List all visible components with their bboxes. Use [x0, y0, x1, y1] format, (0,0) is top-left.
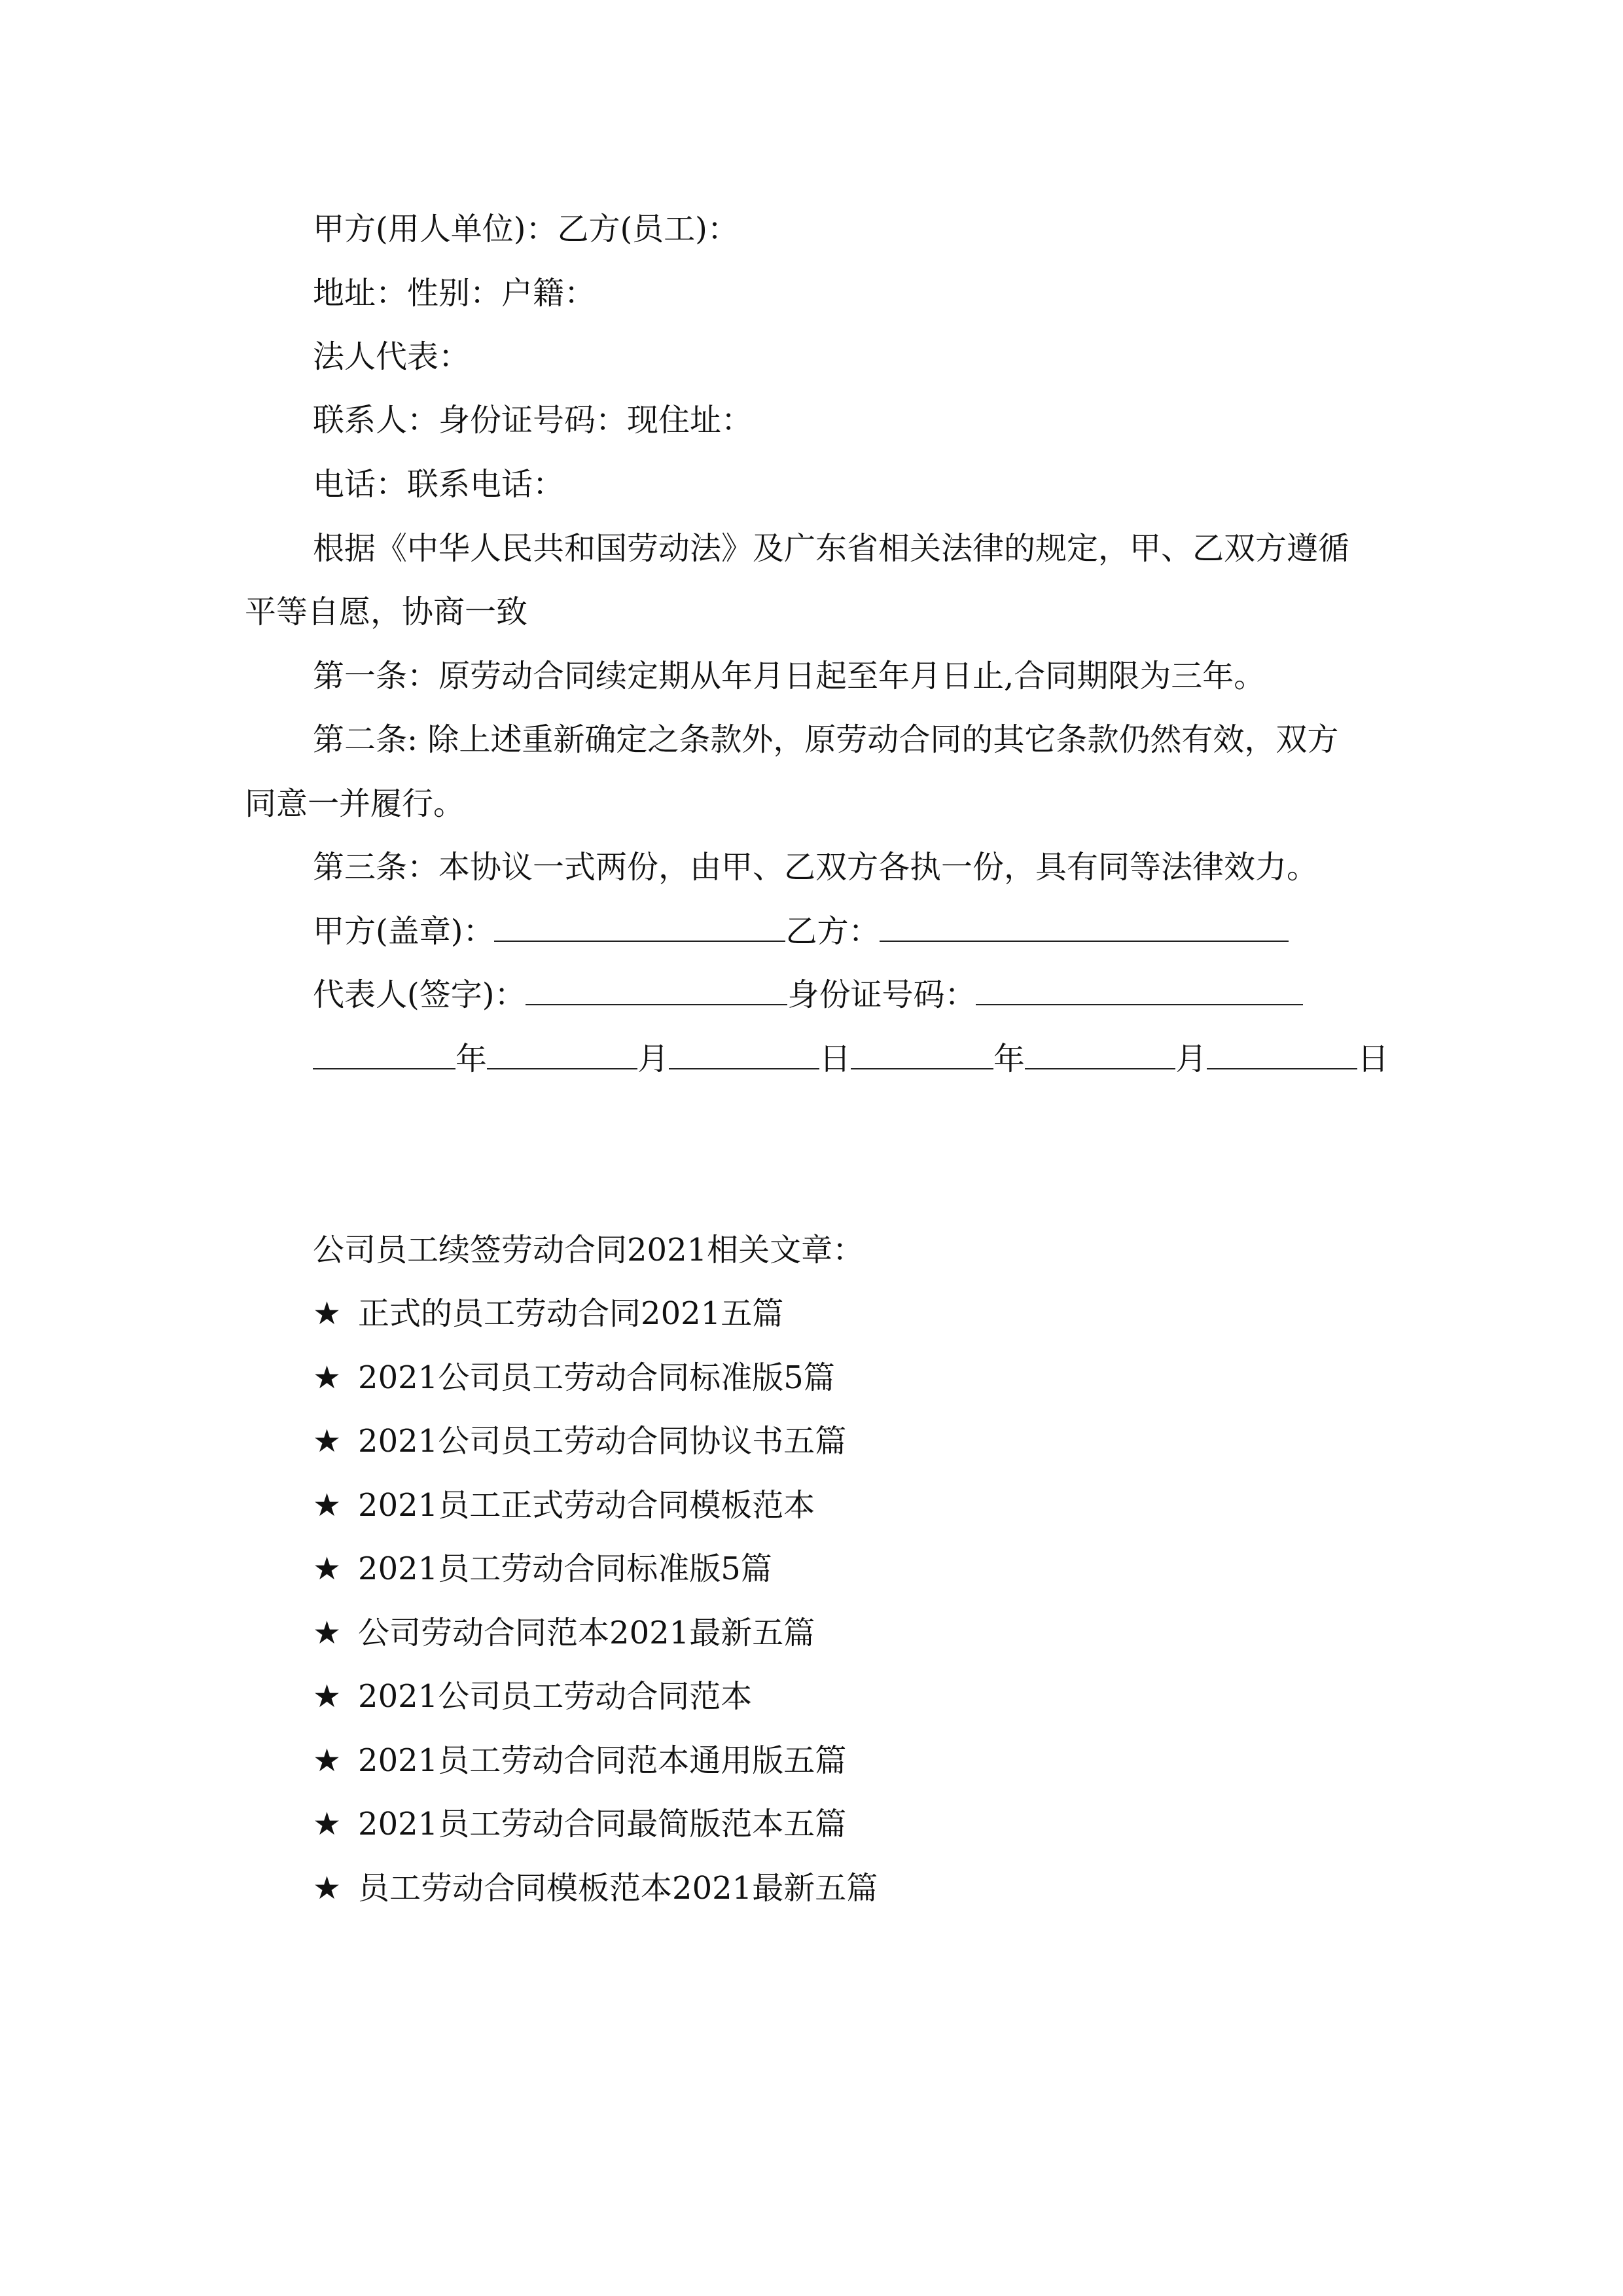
- star-icon: ★: [313, 1295, 342, 1332]
- id-number-blank[interactable]: [976, 975, 1303, 1005]
- related-article-link[interactable]: [313, 1869, 878, 1908]
- date-day-label-b: 日: [1357, 1041, 1389, 1077]
- related-article-title[interactable]: 员工劳动合同模板范本2021最新五篇: [358, 1870, 878, 1907]
- related-article-title[interactable]: 2021公司员工劳动合同范本: [358, 1678, 753, 1715]
- related-article-title[interactable]: 2021员工劳动合同标准版5篇: [358, 1551, 772, 1587]
- star-icon: ★: [313, 1359, 342, 1396]
- related-article-title[interactable]: 2021员工劳动合同范本通用版五篇: [358, 1742, 847, 1779]
- id-number-label: 身份证号码：: [787, 977, 976, 1013]
- related-article-title[interactable]: 正式的员工劳动合同2021五篇: [358, 1295, 784, 1332]
- related-article-link[interactable]: [313, 1422, 846, 1461]
- signature-row-party: [313, 912, 1289, 951]
- date-row: [313, 1039, 1389, 1079]
- date-year-label-a: 年: [455, 1041, 488, 1077]
- date-year-blank-a[interactable]: [313, 1039, 455, 1069]
- related-article-link[interactable]: [313, 1358, 835, 1397]
- related-article-link[interactable]: [313, 1804, 846, 1844]
- related-article-title[interactable]: 2021员工正式劳动合同模板范本: [358, 1487, 815, 1524]
- related-article-link[interactable]: [313, 1677, 752, 1716]
- party-a-seal-label: 甲方(盖章)：: [313, 913, 495, 950]
- article-1: 第一条：原劳动合同续定期从年月日起至年月日止,合同期限为三年。: [313, 658, 1266, 694]
- related-article-link[interactable]: [313, 1741, 846, 1780]
- date-year-label-b: 年: [993, 1041, 1026, 1077]
- party-a-seal-blank[interactable]: [494, 912, 785, 942]
- star-icon: ★: [313, 1487, 342, 1524]
- contact-line: 联系人：身份证号码：现住址：: [313, 402, 753, 439]
- rep-sign-blank[interactable]: [526, 975, 787, 1005]
- star-icon: ★: [313, 1423, 342, 1460]
- party-b-blank[interactable]: [880, 912, 1289, 942]
- star-icon: ★: [313, 1806, 342, 1842]
- legal-rep-line: 法人代表：: [313, 338, 471, 375]
- date-day-blank-b[interactable]: [1207, 1039, 1357, 1069]
- date-month-label-a: 月: [637, 1041, 669, 1077]
- article-3: 第三条：本协议一式两份，由甲、乙双方各执一份，具有同等法律效力。: [313, 849, 1319, 886]
- date-day-label-a: 日: [819, 1041, 851, 1077]
- related-article-link[interactable]: [313, 1294, 783, 1333]
- star-icon: ★: [313, 1742, 342, 1779]
- related-article-link[interactable]: [313, 1613, 815, 1653]
- phone-line: 电话：联系电话：: [313, 466, 565, 503]
- star-icon: ★: [313, 1678, 342, 1715]
- article-2-line2: 同意一并履行。: [245, 785, 465, 822]
- related-article-title[interactable]: 2021公司员工劳动合同标准版5篇: [358, 1359, 835, 1396]
- related-articles-heading: 公司员工续签劳动合同2021相关文章：: [313, 1232, 865, 1268]
- date-month-blank-b[interactable]: [1025, 1039, 1175, 1069]
- star-icon: ★: [313, 1551, 342, 1587]
- basis-paragraph-line2: 平等自愿，协商一致: [245, 594, 528, 630]
- related-article-title[interactable]: 2021公司员工劳动合同协议书五篇: [358, 1423, 847, 1460]
- date-day-blank-a[interactable]: [669, 1039, 819, 1069]
- date-month-blank-a[interactable]: [487, 1039, 637, 1069]
- related-article-title[interactable]: 公司劳动合同范本2021最新五篇: [358, 1615, 815, 1651]
- party-line: 甲方(用人单位)：乙方(员工)：: [313, 211, 739, 247]
- party-b-label: 乙方：: [785, 913, 880, 950]
- star-icon: ★: [313, 1615, 342, 1651]
- star-icon: ★: [313, 1870, 342, 1907]
- rep-sign-label: 代表人(签字)：: [313, 977, 526, 1013]
- date-month-label-b: 月: [1175, 1041, 1207, 1077]
- article-2-line1: 第二条: 除上述重新确定之条款外，原劳动合同的其它条款仍然有效，双方: [313, 721, 1339, 758]
- basis-paragraph-line1: 根据《中华人民共和国劳动法》及广东省相关法律的规定，甲、乙双方遵循: [313, 530, 1350, 567]
- related-article-title[interactable]: 2021员工劳动合同最简版范本五篇: [358, 1806, 847, 1842]
- signature-row-rep: [313, 975, 1303, 1014]
- related-article-link[interactable]: [313, 1486, 815, 1525]
- related-article-link[interactable]: [313, 1549, 772, 1588]
- address-line: 地址：性别：户籍：: [313, 275, 596, 312]
- date-year-blank-b[interactable]: [851, 1039, 993, 1069]
